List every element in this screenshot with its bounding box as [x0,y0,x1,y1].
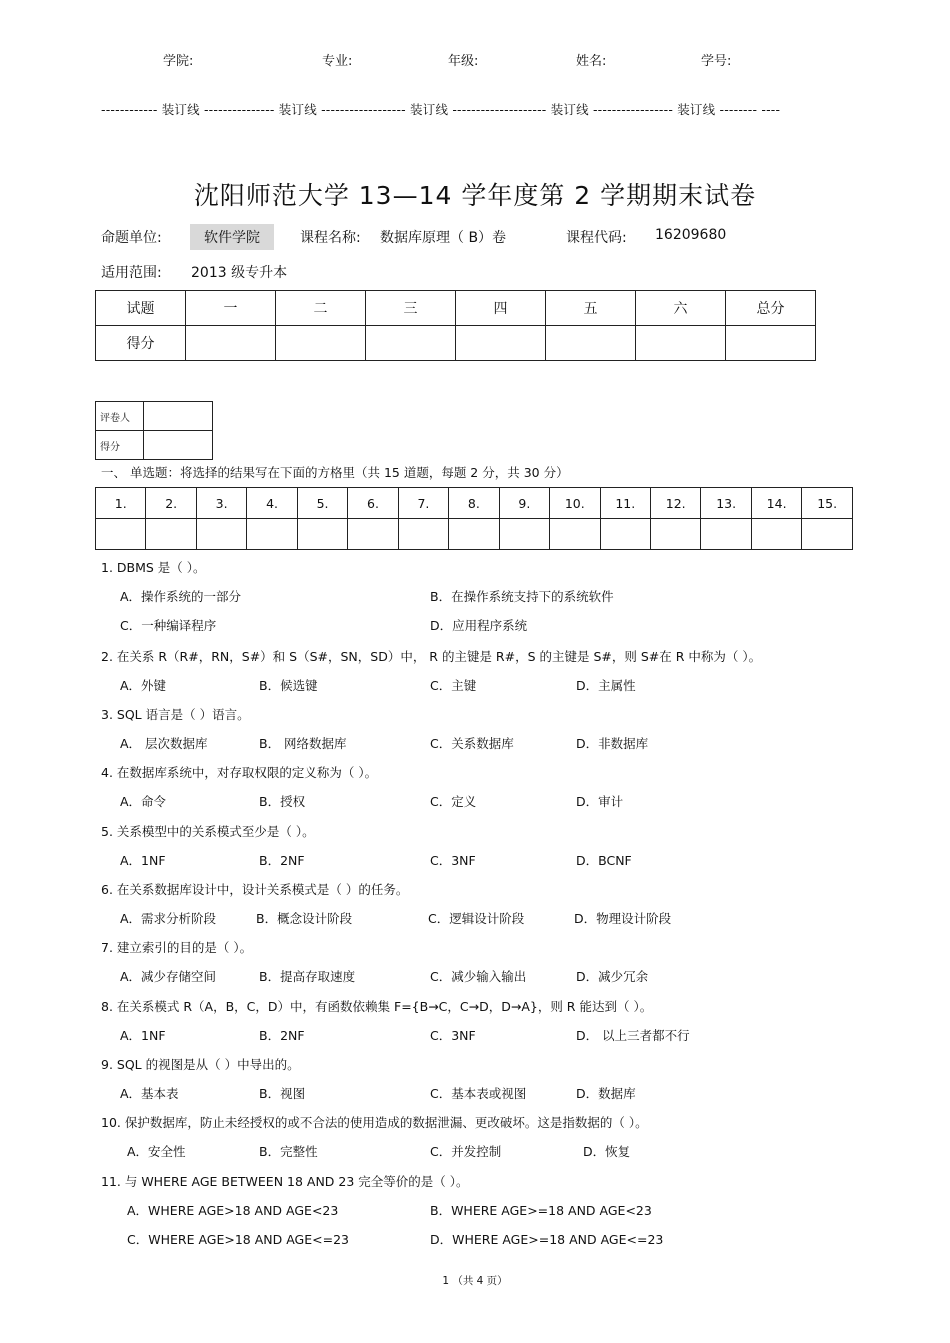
answer-box[interactable] [247,519,297,550]
question-option: A．WHERE AGE>18 AND AGE<23 [127,1203,339,1218]
course-label: 课程名称: [300,230,361,246]
answer-number: 12. [650,488,700,519]
score-table-header: 三 [366,291,456,326]
question-option: B．提高存取速度 [259,969,356,984]
question-stem: 1. DBMS 是（ ）。 [101,560,206,575]
question-option: C．关系数据库 [430,736,514,751]
question-option: D．物理设计阶段 [574,911,672,926]
question-option: B．授权 [259,794,306,809]
question-option: D． 以上三者都不行 [576,1028,690,1043]
section-heading: 一、 单选题：将选择的结果写在下面的方格里（共 15 道题，每题 2 分，共 30 分） [101,465,569,480]
score-table-header-row [96,291,816,326]
answer-number: 4. [247,488,297,519]
question-option: C．一种编译程序 [120,618,217,633]
score-cell[interactable] [366,326,456,361]
answer-box[interactable] [449,519,499,550]
question-option: C．主键 [430,678,477,693]
question-option: B．在操作系统支持下的系统软件 [430,589,614,604]
question-option: B．视图 [259,1086,306,1101]
answer-number: 14. [751,488,801,519]
question-stem: 4. 在数据库系统中，对存取权限的定义称为（ ）。 [101,765,378,780]
question-option: B．2NF [259,1028,305,1043]
answer-box[interactable] [650,519,700,550]
question-option: C．减少输入输出 [430,969,527,984]
page-footer: 1 （共 4 页） [442,1275,508,1287]
question-option: A．1NF [120,1028,166,1043]
answer-number: 15. [802,488,853,519]
answer-number-row [96,488,853,519]
answer-box[interactable] [297,519,347,550]
question-option: C．3NF [430,853,476,868]
score-cell[interactable] [636,326,726,361]
question-stem: 10. 保护数据库，防止未经授权的或不合法的使用造成的数据泄漏、更改破坏。这是指数据的（ ）。 [101,1115,648,1130]
answer-box[interactable] [751,519,801,550]
score-table-header: 总分 [726,291,816,326]
course-code-value: 16209680 [655,227,727,243]
score-table-header: 二 [276,291,366,326]
answer-box[interactable] [348,519,398,550]
score-table-row [96,326,816,361]
answer-box[interactable] [196,519,246,550]
answer-number: 6. [348,488,398,519]
course-value: 数据库原理（ B）卷 [380,230,507,246]
question-option: C．基本表或视图 [430,1086,527,1101]
score-table-header: 试题 [96,291,186,326]
question-option: D．WHERE AGE>=18 AND AGE<=23 [430,1232,664,1247]
major-field-label: 专业: [322,54,353,69]
question-option: C．并发控制 [430,1144,502,1159]
answer-number: 3. [196,488,246,519]
question-option: D．主属性 [576,678,636,693]
reviewer-label: 评卷人 [96,402,144,431]
course-code-label: 课程代码: [566,230,627,246]
score-cell[interactable] [546,326,636,361]
answer-number: 2. [146,488,196,519]
scope-value: 2013 级专升本 [191,265,288,281]
score-row-label: 得分 [96,326,186,361]
question-option: A． 层次数据库 [120,736,208,751]
unit-value: 软件学院 [190,224,274,250]
question-option: A．减少存储空间 [120,969,217,984]
score-table-header: 四 [456,291,546,326]
answer-box[interactable] [550,519,600,550]
question-stem: 8. 在关系模式 R（A，B，C，D）中，有函数依赖集 F={B→C，C→D，D→A}，则 R 能达到（ ）。 [101,999,653,1014]
question-stem: 11. 与 WHERE AGE BETWEEN 18 AND 23 完全等价的是（ ）。 [101,1174,469,1189]
score-cell[interactable] [726,326,816,361]
scope-label: 适用范围: [101,265,162,281]
question-option: B．完整性 [259,1144,318,1159]
score-cell[interactable] [186,326,276,361]
question-stem: 9. SQL 的视图是从（ ）中导出的。 [101,1057,300,1072]
exam-title: 沈阳师范大学 13—14 学年度第 2 学期期末试卷 [193,181,757,210]
question-stem: 3. SQL 语言是（ ）语言。 [101,707,250,722]
score-table-header: 五 [546,291,636,326]
score-table-header: 六 [636,291,726,326]
answer-grid [95,487,853,550]
question-option: C．定义 [430,794,477,809]
answer-number: 1. [96,488,146,519]
college-field-label: 学院: [163,54,194,69]
reviewer-cell[interactable] [144,402,213,431]
answer-box[interactable] [802,519,853,550]
question-option: D．减少冗余 [576,969,649,984]
score-cell[interactable] [276,326,366,361]
question-option: A．操作系统的一部分 [120,589,242,604]
question-option: D．数据库 [576,1086,636,1101]
answer-number: 11. [600,488,650,519]
question-option: A．1NF [120,853,166,868]
question-option: C．WHERE AGE>18 AND AGE<=23 [127,1232,349,1247]
answer-box-row [96,519,853,550]
grade-field-label: 年级: [448,54,479,69]
question-option: C．3NF [430,1028,476,1043]
unit-label: 命题单位: [101,230,162,246]
question-option: A．外键 [120,678,167,693]
answer-number: 8. [449,488,499,519]
question-option: B．概念设计阶段 [256,911,353,926]
question-option: A．需求分析阶段 [120,911,217,926]
answer-box[interactable] [398,519,448,550]
answer-number: 10. [550,488,600,519]
answer-number: 13. [701,488,751,519]
question-option: A．命令 [120,794,167,809]
score-table-header: 一 [186,291,276,326]
question-option: A．基本表 [120,1086,179,1101]
question-option: D．BCNF [576,853,632,868]
answer-box[interactable] [146,519,196,550]
question-option: D．恢复 [583,1144,631,1159]
question-option: B． 网络数据库 [259,736,347,751]
question-option: B．2NF [259,853,305,868]
question-stem: 6. 在关系数据库设计中，设计关系模式是（ ）的任务。 [101,882,409,897]
question-stem: 2. 在关系 R（R#，RN，S#）和 S（S#，SN，SD）中， R 的主键是 R#，S 的主键是 S#，则 S#在 R 中称为（ ）。 [101,649,762,664]
answer-number: 5. [297,488,347,519]
grader-table [95,401,213,460]
student-id-field-label: 学号: [701,54,732,69]
grader-score-label: 得分 [96,431,144,460]
question-option: A．安全性 [127,1144,186,1159]
score-table [95,290,816,361]
question-stem: 5. 关系模型中的关系模式至少是（ ）。 [101,824,315,839]
question-stem: 7. 建立索引的目的是（ ）。 [101,940,253,955]
question-option: B．WHERE AGE>=18 AND AGE<23 [430,1203,652,1218]
grader-score-cell[interactable] [144,431,213,460]
answer-number: 7. [398,488,448,519]
binding-line: ------------ 装订线 --------------- 装订线 ------------------ 装订线 -------------------- 装订线 ----------------- 装订线 -------- ---- [101,102,781,117]
question-option: D．应用程序系统 [430,618,528,633]
answer-box[interactable] [701,519,751,550]
question-option: D．审计 [576,794,624,809]
question-option: C．逻辑设计阶段 [428,911,525,926]
answer-box[interactable] [499,519,549,550]
answer-box[interactable] [600,519,650,550]
question-option: D．非数据库 [576,736,649,751]
score-cell[interactable] [456,326,546,361]
answer-number: 9. [499,488,549,519]
answer-box[interactable] [96,519,146,550]
name-field-label: 姓名: [576,54,607,69]
question-option: B．候选键 [259,678,318,693]
